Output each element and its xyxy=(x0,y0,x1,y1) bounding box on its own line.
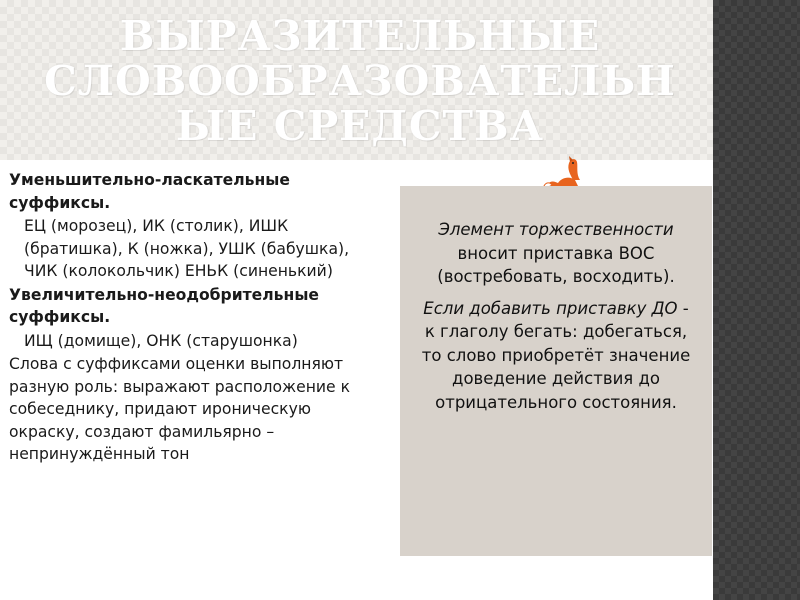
decorative-side-strip xyxy=(713,0,800,600)
title-line-1: ВЫРАЗИТЕЛЬНЫЕ xyxy=(119,12,601,60)
prefix-vos-text: вносит приставка ВОС (востребовать, восходить). xyxy=(437,243,675,286)
suffix-role-paragraph: Слова с суффиксами оценки выполняют разную роль: выражают расположение к собеседнику, придают ироническую окраску, создают фамильярно – непринуждённый тон xyxy=(9,355,350,463)
prefix-do-phrase: Если добавить приставку ДО xyxy=(423,298,678,318)
heading-augmentative-suffixes: Увеличительно-неодобрительные суффиксы. xyxy=(9,285,319,326)
title-line-3: ЫЕ СРЕДСТВА xyxy=(175,102,545,150)
title-line-2: СЛОВООБРАЗОВАТЕЛЬН xyxy=(44,57,676,105)
solemnity-phrase: Элемент торжественности xyxy=(438,220,674,239)
prefix-do-text: - к глаголу бегать: добегаться, то слово приобретёт значение доведение действия до отрицательного состояния. xyxy=(421,298,691,412)
left-text-column xyxy=(9,169,381,467)
examples-augmentative: ИЩ (домище), ОНК (старушонка) xyxy=(24,331,298,350)
prefix-vos-paragraph xyxy=(418,218,694,289)
highlight-box xyxy=(400,186,712,556)
fox-icon xyxy=(540,150,590,190)
slide-title xyxy=(40,14,680,149)
examples-diminutive: ЕЦ (морозец), ИК (столик), ИШК (братишка), К (ножка), УШК (бабушка), ЧИК (колокольчик) ЕНЬК (синенький) xyxy=(24,217,350,280)
title-band xyxy=(0,0,713,160)
prefix-do-paragraph xyxy=(418,297,694,415)
heading-diminutive-suffixes: Уменьшительно-ласкательные суффиксы. xyxy=(9,171,290,212)
